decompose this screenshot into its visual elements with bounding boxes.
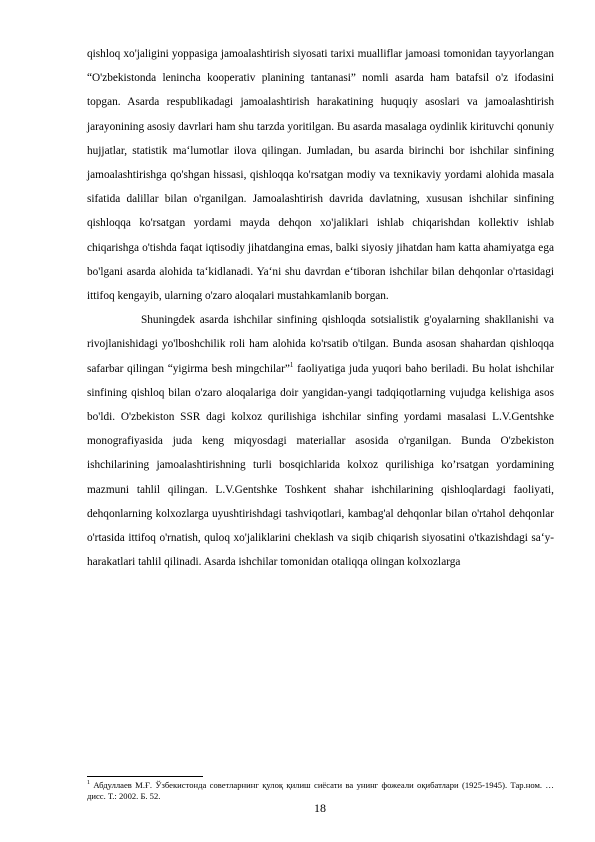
footnote-marker: 1 (87, 780, 90, 787)
footnote-separator (87, 776, 203, 777)
page-number: 18 (314, 801, 326, 815)
paragraph-2 (87, 308, 554, 574)
footnote-text: Абдуллаев М.Ғ. Ўзбекистонда советларнинг қулоқ қилиш сиёсати ва унинг фожеали оқибатлари (1925-1945). Тар.ном. …дисс. Т.: 2002. Б. 52. (87, 780, 554, 801)
footnote-reference: 1 (289, 360, 294, 369)
paragraph-2-part-2: faoliyatiga juda yuqori baho beriladi. Bu holat ishchilar sinfining qishloq bilan o'zaro aloqalariga doir yangidan-yangi tadqiqotlarning vujudga kelishiga asos bo'ldi. O'zbekiston SSR dagi kolxoz qurilishiga ishchilar sinfing yordami masalasi L.V.Gentshke monografiyasida juda keng miqyosdagi materiallar asosida o'rganilgan. Bunda O'zbekiston ishchilarining jamoalashtirishning turli bosqichlarida kolxoz qurilishiga ko’rsatgan yordamining mazmuni tahlil qilingan. L.V.Gentshke Toshkent shahar ishchilarining qishloqlardagi faoliyati, dehqonlarning kolxozlarga uyushtirishdagi tashviqotlari, kambag'al dehqonlar bilan o'rtahol dehqonlar o'rtasida ittifoq o'rnatish, quloq xo'jaliklarini cheklash va siqib chiqarish siyosatini o'tkazishdagi sa‘y-harakatlari tahlil qilinadi. Asarda ishchilar tomonidan otaliqqa olingan kolxozlarga (87, 362, 554, 569)
paragraph-2-part-1: Shuningdek asarda ishchilar sinfining qishloqda sotsialistik g'oyalarning shakllanishi va rivojlanishidagi yo'lboshchilik roli ham alohida ko'rsatib o'tilgan. Bunda asosan shahardan qishloqqa safarbar qilingan “yigirma besh mingchilar” (87, 314, 554, 375)
paragraph-1: qishloq xo'jaligini yoppasiga jamoalashtirish siyosati tarixi mualliflar jamoasi tomonidan tayyorlangan “O'zbekistonda lenincha kooperativ planining tantanasi” nomli asarda ham batafsil o'z ifodasini topgan. Asarda respublikadagi jamoalashtirish harakatining huquqiy asoslari va jamoalashtirish jarayonining asosiy davrlari ham shu tarzda yoritilgan. Bu asarda masalaga oydinlik kirituvchi qonuniy hujjatlar, statistik ma‘lumotlar ilova qilingan. Jumladan, bu asarda birinchi bor ishchilar sinfining jamoalashtirishga qo'shgan hissasi, qishloqqa ko'rsatgan modiy va texnikaviy yordami alohida masala sifatida dalillar bilan o'rganilgan. Jamoalashtirish davrida davlatning, xususan ishchilar sinfining qishloqqa ko'rsatgan yordami mayda dehqon xo'jaliklari ishlab chiqarishdan kollektiv ishlab chiqarishga o'tishda faqat iqtisodiy jihatdangina emas, balki siyosiy jihatdan ham katta ahamiyatga ega bo'lgani asarda alohida ta‘kidlanadi. Ya‘ni shu davrdan e‘tiboran ishchilar bilan dehqonlar o'rtasidagi ittifoq kengayib, ularning o'zaro aloqalari mustahkamlanib borgan. (87, 48, 554, 303)
main-text (87, 42, 554, 574)
footnote (87, 780, 554, 802)
